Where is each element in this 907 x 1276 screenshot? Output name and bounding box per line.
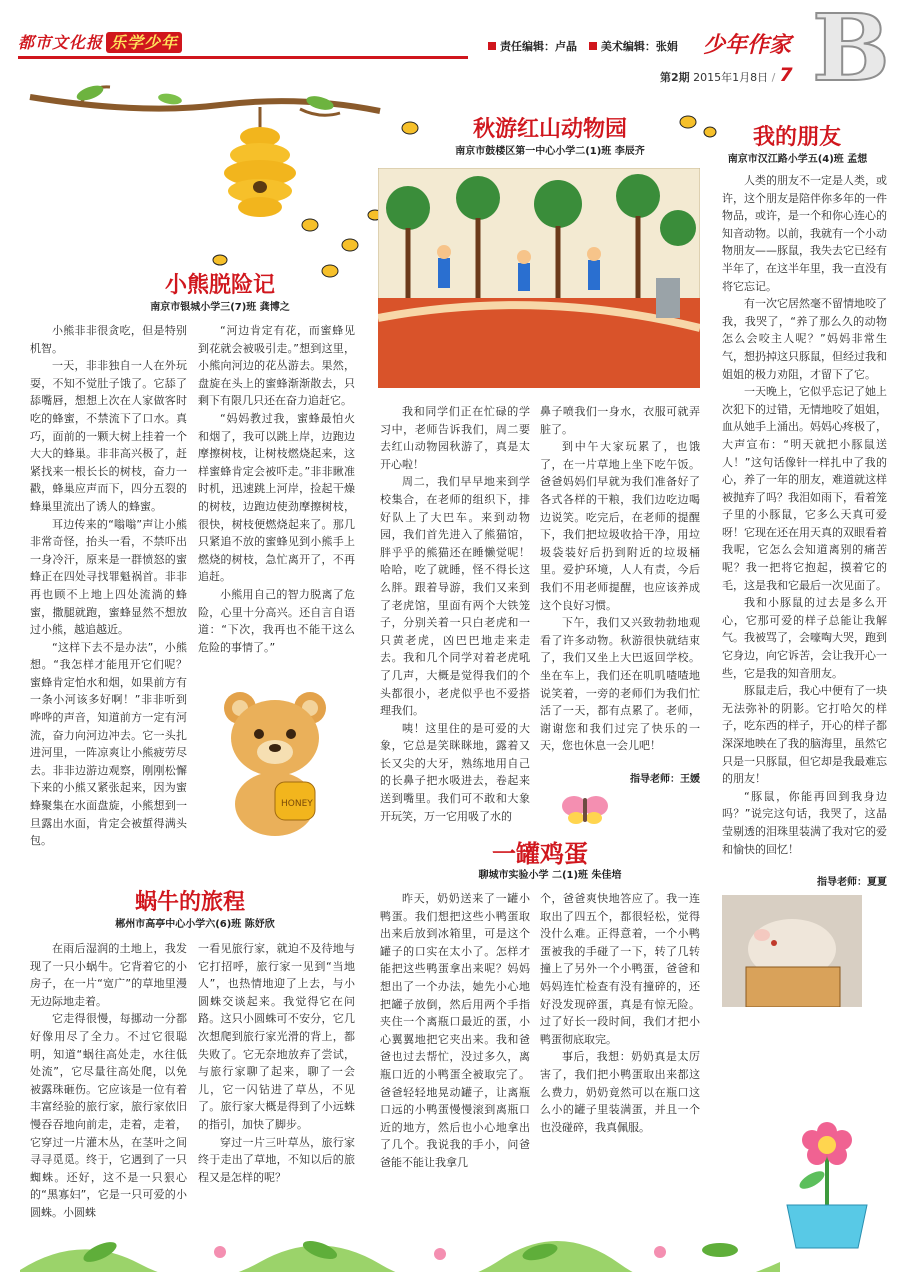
paragraph: 咦！这里住的是可爱的大象，它总是笑眯眯地，露着又长又尖的大牙，熟练地用自己的长鼻子把水吸进去，卷起来送到嘴里。我们可不敢和大象开玩笑，万一它用吸了水的 — [380, 721, 530, 823]
zoo-painting — [378, 168, 700, 388]
article-author-egg: 聊城市实验小学 二(1)班 朱佳培 — [478, 870, 622, 881]
article-title-egg: 一罐鸡蛋 — [492, 840, 588, 868]
article-title-snail: 蜗牛的旅程 — [134, 890, 245, 915]
paragraph: 一天晚上，它似乎忘记了她上次犯下的过错，无情地咬了姐姐，血从她手上涌出。妈妈心疼极了，大声宣布：“明天就把小豚鼠送人！”这句话像针一样扎中了我的心，养了一年的朋友，难道就这样被抛弃了吗？我泪如雨下，看着笼子里的小豚鼠，它多么天真可爱呀！它现在还在用天真的双眼看着我呢，它怎么会知道离别的痛苦呢？我一把将它抱起，摸着它的毛，这是我和它最后一次见面了。 — [722, 385, 887, 592]
paragraph: 我和同学们正在忙碌的学习中，老师告诉我们，周二要去红山动物园秋游了，真是太开心啦！ — [380, 405, 530, 471]
flower-pot-illustration — [772, 1110, 882, 1250]
article-title-friend: 我的朋友 — [752, 125, 841, 150]
article-author-friend: 南京市汉江路小学五(4)班 孟想 — [727, 154, 868, 165]
paragraph: 个，爸爸爽快地答应了。我一连取出了四五个，都很轻松，觉得没什么难。正得意着，一个小鸭蛋被我的手碰了一下，转了几转撞上了另外一个小鸭蛋，爸爸和妈妈连忙检查有没有撞碎的，还好没发现碎蛋，真是有惊无险。过了好长一段时间，我们才把小鸭蛋彻底取完。 — [540, 892, 700, 1046]
column-name: 少年作家 — [703, 33, 792, 58]
paragraph: 豚鼠走后，我心中便有了一块无法弥补的阴影。它打哈欠的样子，吃东西的样子，开心的样子都深深地映在了我的脑海里，虽然它只是一只豚鼠，但它却是我最难忘的朋友！ — [722, 684, 887, 786]
newspaper-logo — [18, 30, 182, 53]
red-square-icon — [488, 42, 496, 50]
paragraph: 一看见旅行家，就迫不及待地与它打招呼，旅行家一见到“当地人”，也热情地迎了上去，与小圆蛛交谈起来。我觉得它在问路。这只小圆蛛可不安分，它几次想爬到旅行家光滑的背上，都失败了。它无奈地放弃了尝试，与旅行家聊了起来，聊了一会儿，它一闪钻进了草丛，不见了。旅行家大概是得到了小远蛛的指引，加快了脚步。 — [198, 942, 355, 1131]
paragraph: 有一次它居然毫不留情地咬了我，我哭了，“养了那么久的动物怎么会咬主人呢？”妈妈非常生气，想扔掉这只豚鼠，但经过我和姐姐的极力劝阻，才留下了它。 — [722, 297, 887, 381]
bee-icon — [213, 210, 382, 277]
paragraph: “这样下去不是办法”，小熊想。“我怎样才能甩开它们呢？蜜蜂肯定怕水和烟，如果前方有一条小河该多好啊！”非非听到哗哗的声音，知道前方一定有河流，奋力向河边冲去。它一头扎进河里，一阵凉爽让小熊疲劳尽去。非非边游边观察，刚刚松懈下来的小熊又紧张起来，因为蜜蜂聚集在水面盘旋，小熊想到一旦露出水面，肯定会被蜇得满头包。 — [30, 640, 187, 848]
paragraph: 一天，非非独自一人在外玩耍，不知不觉肚子饿了。它舔了舔嘴唇，想想上次在人家做客时吃的蜂蜜，不禁流下了口水。真巧，面前的一颗大树上挂着一个大大的蜂巢。非非高兴极了，赶紧找来一根长长的树枝，奋力一戳，蜂巢应声而下，四分五裂的蜂巢里流出了诱人的蜂蜜。 — [30, 359, 187, 513]
issue-line: 第2期 2015年1月8日 / 7 — [660, 64, 793, 86]
paragraph: “河边肯定有花，而蜜蜂见到花就会被吸引走。”想到这里，小熊向河边的花丛游去。果然，盘旋在头上的蜜蜂渐渐散去，只剩下有限几只还在奋力追赶它。 — [198, 324, 355, 408]
beehive-icon — [224, 127, 296, 217]
paragraph: 小熊用自己的智力脱离了危险，心里十分高兴。还自言自语道：“下次，我再也不能干这么危险的事情了。” — [198, 587, 355, 654]
paragraph: 到中午大家玩累了，也饿了，在一片草地上坐下吃午饭。爸爸妈妈们早就为我们准备好了各式各样的干粮，我们边吃边喝边说笑。吃完后，在老师的提醒下，我们把垃圾收拾干净，用垃圾袋装好后扔到附近的垃圾桶里。爱护环境，人人有责，今后我们不用老师提醒，也应该养成这个良好习惯。 — [540, 440, 700, 612]
article-author-bear: 南京市银城小学三(7)班 龚博之 — [150, 302, 290, 313]
editor-name: 卢晶 — [555, 40, 577, 53]
paragraph: 小熊非非很贪吃，但是特别机智。 — [30, 324, 187, 355]
paragraph: 它走得很慢，每挪动一分都好像用尽了全力。不过它很聪明，知道“蜗往高处走，水往低处流”，它尽量往高处爬，以免被露珠砸伤。它应该是一位有着丰富经验的旅行家，旅行家依旧慢吞吞地向前走，走着，走着，它穿过一片灌木丛，在茎叶之间寻寻觅觅。终于，它遇到了一只蜘蛛。还好，这不是一只狠心的“黑寡妇”，它是一只可爱的小圆蛛。小圆蛛 — [30, 1012, 187, 1219]
issue-number: 第2期 — [660, 71, 690, 84]
article-body-zoo-col2 — [540, 403, 700, 755]
masthead-rule — [18, 56, 468, 59]
issue-date: 2015年1月8日 — [693, 71, 769, 84]
hamster-photo — [722, 895, 862, 1007]
paragraph: 鼻子喷我们一身水，衣服可就弄脏了。 — [540, 405, 700, 436]
paragraph: 我和小豚鼠的过去是多么开心，它那可爱的样子总能让我解气。我被骂了，会嚎啕大哭，跑到它身边，向它诉苦，会让我开心一些，它是我的知音朋友。 — [722, 596, 887, 680]
red-square-icon — [589, 42, 597, 50]
article-title-zoo: 秋游红山动物园 — [472, 117, 627, 142]
bottom-foliage-decoration — [20, 1222, 780, 1272]
page-number: 7 — [779, 64, 793, 86]
paragraph: 周二，我们早早地来到学校集合，在老师的组织下，排好队上了大巴车。来到动物园，我们首先进入了熊猫馆，胖乎乎的熊猫还在睡懒觉呢！哈哈，吃了就睡，怪不得长这么胖。跟着导游，我们又来到了老虎馆，里面有两个大铁笼子，分别关着一只白老虎和一只黄老虎，凶巴巴地走来走去。我和几个同学对着老虎吼了几声，大概是觉得我们的个头都很小，老虎似乎也不爱搭理我们。 — [380, 475, 530, 718]
article-author-zoo: 南京市鼓楼区第一中心小学二(1)班 李辰齐 — [455, 146, 645, 157]
paragraph: 下午，我们又兴致勃勃地观看了许多动物。秋游很快就结束了，我们又坐上大巴返回学校。坐在车上，我们还在叽叽喳喳地说笑着，一旁的老师们为我们忙活了一天，都有点累了。老师，谢谢您和我们过完了快乐的一天，您也休息一会儿吧！ — [540, 616, 700, 753]
teacher-credit-friend: 指导老师：夏夏 — [817, 877, 887, 888]
editor-role: 责任编辑： — [500, 40, 555, 53]
article-title-bear: 小熊脱险记 — [164, 273, 275, 298]
honey-label-art: HONEY — [281, 799, 313, 809]
paragraph: “妈妈教过我，蜜蜂最怕火和烟了，我可以跳上岸，边跑边摩擦树枝，让树枝燃烧起来，这样蜜蜂肯定会被吓走。”非非瞅准时机，迅速跳上河岸，捡起干燥的树枝，边跑边使劲摩擦树枝，很快，树枝便燃烧起来了。那几只紧追不放的蜜蜂见到小熊手上燃烧的树枝，急忙离开了，不再追赶。 — [198, 411, 355, 584]
paragraph: 昨天，奶奶送来了一罐小鸭蛋。我们想把这些小鸭蛋取出来后放到冰箱里，可是这个罐子的口实在太小了。怎样才能把这些鸭蛋拿出来呢？妈妈想出了一个办法，她先小心地把罐子放倒，然后用两个手指夹住一个离瓶口最近的蛋，小心翼翼地把它夹出来。我和爸爸也过去帮忙，没过多久，离瓶口近的小鸭蛋全被取完了。爸爸轻轻地晃动罐子，让离瓶口远的小鸭蛋慢慢滚到离瓶口近的地方，然后也小心地拿出了几个。我说我的手小，问爸爸能不能让我拿几 — [380, 892, 530, 1169]
paragraph: 耳边传来的“嗡嗡”声让小熊非常奇怪，抬头一看，不禁吓出一身冷汗，原来是一群愤怒的蜜蜂正在四处寻找罪魁祸首。非非再也顾不上地上四处流淌的蜂蜜，撒腿就跑，蜜蜂显然不想放过小熊，越追越近。 — [30, 517, 187, 637]
article-body-egg-col1 — [380, 890, 530, 1172]
honey-bear-illustration — [215, 686, 335, 836]
paragraph: “豚鼠，你能再回到我身边吗？”说完这句话，我哭了，这晶莹剔透的泪珠里装满了我对它的爱和愉快的回忆！ — [722, 789, 887, 856]
article-body-egg-col2 — [540, 890, 700, 1136]
paragraph: 人类的朋友不一定是人类，或许，这个朋友是陪伴你多年的一件物品，或许，是一个和你心连心的知音动物。以前，我就有一个小动物朋友——豚鼠，我失去它已经有半年了，在这半年里，我一直没有将它忘记。 — [722, 174, 887, 293]
article-body-snail-col2 — [198, 940, 355, 1186]
teacher-credit-zoo: 指导老师：王媛 — [630, 774, 700, 785]
paragraph: 在雨后湿润的土地上，我发现了一只小蜗牛。它背着它的小房子，在一片“宽广”的草地里漫无边际地走着。 — [30, 942, 187, 1008]
editors-line — [480, 38, 678, 54]
section-tag: 乐学少年 — [106, 32, 182, 53]
branch-beehive-illustration — [20, 75, 390, 285]
paragraph: 事后，我想：奶奶真是太厉害了，我们把小鸭蛋取出来都这么费力，奶奶竟然可以在瓶口这么小的罐子里装满蛋，并且一个也没碰碎，我真佩服。 — [540, 1050, 700, 1134]
article-author-snail: 郴州市高亭中心小学六(6)班 陈妤欣 — [115, 919, 275, 930]
article-body-zoo-col1 — [380, 403, 530, 825]
article-body-snail-col1 — [30, 940, 187, 1222]
editor-name: 张娟 — [655, 40, 678, 53]
article-body-bear-col1 — [30, 322, 187, 850]
butterfly-icon — [560, 792, 610, 826]
paragraph: 穿过一片三叶草丛，旅行家终于走出了草地，不知以后的旅程又是怎样的呢？ — [198, 1135, 355, 1184]
article-body-friend — [722, 172, 887, 858]
editor-role: 美术编辑： — [600, 40, 656, 53]
article-body-bear-col2 — [198, 322, 355, 656]
newspaper-name: 都市文化报 — [18, 33, 104, 52]
section-letter: B — [812, 0, 890, 102]
